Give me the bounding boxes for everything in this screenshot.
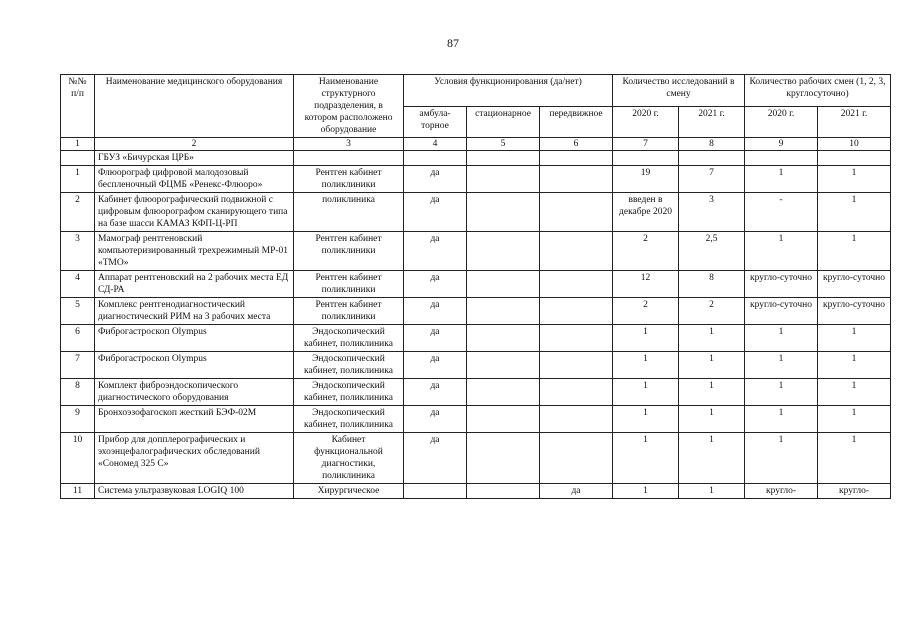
table-row [61, 406, 891, 433]
table-row [61, 298, 891, 325]
cell-department: Эндоскопический кабинет, поликлиника [294, 352, 404, 379]
cell-mobile [540, 232, 613, 271]
equipment-table [60, 74, 891, 499]
cell-ambulatory: да [404, 271, 467, 298]
cell-shifts-2020: 1 [745, 325, 818, 352]
cell-stationary [467, 193, 540, 232]
cell-shifts-2021: 1 [818, 232, 891, 271]
table-row [61, 166, 891, 193]
group-row [61, 151, 891, 166]
cell-num: 3 [61, 232, 95, 271]
cell-count-2021: 8 [679, 271, 745, 298]
header-dept: Наименование структурного подразделения, в котором расположено оборудование [294, 75, 404, 138]
cell-stationary [467, 352, 540, 379]
header-num: №№ п/п [61, 75, 95, 138]
cell-equipment-name: Прибор для допплерографических и эхоэнцефалографических обследований «Сономед 325 С» [95, 433, 294, 484]
table-row [61, 271, 891, 298]
table-row [61, 433, 891, 484]
cell-department: поликлиника [294, 193, 404, 232]
header-shifts: Количество рабочих смен (1, 2, 3, круглосуточно) [745, 75, 891, 107]
cell-department: Рентген кабинет поликлиники [294, 166, 404, 193]
cell-count-2021: 1 [679, 484, 745, 499]
cell-count-2020: 2 [613, 298, 679, 325]
col-number: 2 [95, 138, 294, 151]
cell-stationary [467, 406, 540, 433]
col-number: 7 [613, 138, 679, 151]
cell-mobile [540, 193, 613, 232]
cell-count-2021: 1 [679, 379, 745, 406]
table-row [61, 193, 891, 232]
cell-shifts-2021: 1 [818, 406, 891, 433]
cell-ambulatory: да [404, 193, 467, 232]
header-2021-count: 2021 г. [679, 106, 745, 138]
cell-shifts-2021: кругло- [818, 484, 891, 499]
cell-shifts-2020: 1 [745, 166, 818, 193]
table-row [61, 325, 891, 352]
cell-count-2021: 1 [679, 433, 745, 484]
header-conditions: Условия функционирования (да/нет) [404, 75, 613, 107]
cell-num: 10 [61, 433, 95, 484]
cell-shifts-2021: 1 [818, 193, 891, 232]
header-row-1 [61, 75, 891, 107]
cell-equipment-name: Фиброгастроскоп Olympus [95, 352, 294, 379]
cell-equipment-name: Комплект фиброэндоскопического диагностического оборудования [95, 379, 294, 406]
col-number: 8 [679, 138, 745, 151]
group-label: ГБУЗ «Бичурская ЦРБ» [95, 151, 294, 166]
cell-ambulatory: да [404, 433, 467, 484]
cell-shifts-2021: кругло-суточно [818, 271, 891, 298]
cell-shifts-2020: - [745, 193, 818, 232]
col-number: 6 [540, 138, 613, 151]
cell-count-2021: 7 [679, 166, 745, 193]
cell-equipment-name: Аппарат рентгеновский на 2 рабочих места ЕД СД-РА [95, 271, 294, 298]
cell-shifts-2021: кругло-суточно [818, 298, 891, 325]
cell-count-2020: 19 [613, 166, 679, 193]
cell-ambulatory: да [404, 406, 467, 433]
cell-shifts-2021: 1 [818, 166, 891, 193]
cell-count-2020: 1 [613, 484, 679, 499]
cell-stationary [467, 433, 540, 484]
col-number: 4 [404, 138, 467, 151]
cell-ambulatory: да [404, 352, 467, 379]
cell-num: 8 [61, 379, 95, 406]
cell-stationary [467, 379, 540, 406]
cell-equipment-name: Система ультразвуковая LOGIQ 100 [95, 484, 294, 499]
column-numbers-row [61, 138, 891, 151]
cell-department: Эндоскопический кабинет, поликлиника [294, 325, 404, 352]
cell-mobile [540, 325, 613, 352]
cell-department: Рентген кабинет поликлиники [294, 232, 404, 271]
cell-equipment-name: Комплекс рентгенодиагностический диагностический РИМ на 3 рабочих места [95, 298, 294, 325]
cell-equipment-name: Мамограф рентгеновский компьютеризированный трехрежимный МР-01 «ТМО» [95, 232, 294, 271]
cell-shifts-2020: 1 [745, 406, 818, 433]
cell-mobile [540, 298, 613, 325]
cell-department: Кабинет функциональной диагностики, поликлиника [294, 433, 404, 484]
col-number: 10 [818, 138, 891, 151]
cell-num: 6 [61, 325, 95, 352]
cell-equipment-name: Флюорограф цифровой малодозовый беспленочный ФЦМБ «Ренекс-Флюоро» [95, 166, 294, 193]
header-research-count: Количество исследований в смену [613, 75, 745, 107]
cell-shifts-2020: кругло-суточно [745, 271, 818, 298]
header-stationary: стационарное [467, 106, 540, 138]
cell-count-2020: 1 [613, 352, 679, 379]
cell-department: Хирургическое [294, 484, 404, 499]
cell-num: 1 [61, 166, 95, 193]
cell-num: 7 [61, 352, 95, 379]
cell-ambulatory: да [404, 166, 467, 193]
header-2020-count: 2020 г. [613, 106, 679, 138]
cell-count-2020: 12 [613, 271, 679, 298]
header-ambulatory: амбула-торное [404, 106, 467, 138]
cell-equipment-name: Бронхоэзофагоскоп жесткий БЭФ-02М [95, 406, 294, 433]
cell-department: Эндоскопический кабинет, поликлиника [294, 379, 404, 406]
header-name: Наименование медицинского оборудования [95, 75, 294, 138]
cell-mobile [540, 352, 613, 379]
cell-equipment-name: Кабинет флюорографический подвижной с цифровым флюорографом сканирующего типа на базе шасси КАМАЗ КФП-Ц-РП [95, 193, 294, 232]
col-number: 5 [467, 138, 540, 151]
header-mobile: передвижное [540, 106, 613, 138]
cell-count-2021: 2 [679, 298, 745, 325]
cell-count-2020: 1 [613, 379, 679, 406]
cell-count-2021: 1 [679, 406, 745, 433]
cell-stationary [467, 271, 540, 298]
cell-shifts-2021: 1 [818, 379, 891, 406]
cell-num: 5 [61, 298, 95, 325]
table-row [61, 484, 891, 499]
cell-mobile [540, 271, 613, 298]
cell-num: 2 [61, 193, 95, 232]
cell-ambulatory: да [404, 379, 467, 406]
cell-shifts-2020: 1 [745, 352, 818, 379]
cell-stationary [467, 298, 540, 325]
cell-stationary [467, 166, 540, 193]
cell-stationary [467, 232, 540, 271]
cell-shifts-2021: 1 [818, 325, 891, 352]
col-number: 9 [745, 138, 818, 151]
cell-ambulatory: да [404, 298, 467, 325]
col-number: 3 [294, 138, 404, 151]
cell-shifts-2020: кругло- [745, 484, 818, 499]
cell-equipment-name: Фиброгастроскоп Olympus [95, 325, 294, 352]
cell-stationary [467, 325, 540, 352]
cell-num: 11 [61, 484, 95, 499]
header-2020-shifts: 2020 г. [745, 106, 818, 138]
table-row [61, 232, 891, 271]
cell-shifts-2020: 1 [745, 433, 818, 484]
group-row-num [61, 151, 95, 166]
cell-mobile [540, 166, 613, 193]
table-row [61, 379, 891, 406]
cell-shifts-2020: кругло-суточно [745, 298, 818, 325]
table-row [61, 352, 891, 379]
cell-ambulatory: да [404, 232, 467, 271]
cell-mobile [540, 433, 613, 484]
cell-num: 9 [61, 406, 95, 433]
cell-count-2020: введен в декабре 2020 [613, 193, 679, 232]
cell-department: Рентген кабинет поликлиники [294, 298, 404, 325]
cell-count-2020: 1 [613, 433, 679, 484]
cell-count-2021: 3 [679, 193, 745, 232]
page-number: 87 [447, 36, 459, 50]
cell-department: Эндоскопический кабинет, поликлиника [294, 406, 404, 433]
cell-mobile: да [540, 484, 613, 499]
cell-department: Рентген кабинет поликлиники [294, 271, 404, 298]
table-body [61, 138, 891, 499]
cell-shifts-2020: 1 [745, 379, 818, 406]
col-number: 1 [61, 138, 95, 151]
cell-count-2020: 1 [613, 325, 679, 352]
header-2021-shifts: 2021 г. [818, 106, 891, 138]
cell-shifts-2021: 1 [818, 433, 891, 484]
cell-ambulatory [404, 484, 467, 499]
cell-count-2021: 1 [679, 352, 745, 379]
cell-mobile [540, 406, 613, 433]
cell-ambulatory: да [404, 325, 467, 352]
cell-shifts-2020: 1 [745, 232, 818, 271]
cell-count-2020: 1 [613, 406, 679, 433]
cell-stationary [467, 484, 540, 499]
cell-mobile [540, 379, 613, 406]
cell-count-2021: 2,5 [679, 232, 745, 271]
cell-num: 4 [61, 271, 95, 298]
cell-count-2021: 1 [679, 325, 745, 352]
cell-shifts-2021: 1 [818, 352, 891, 379]
cell-count-2020: 2 [613, 232, 679, 271]
